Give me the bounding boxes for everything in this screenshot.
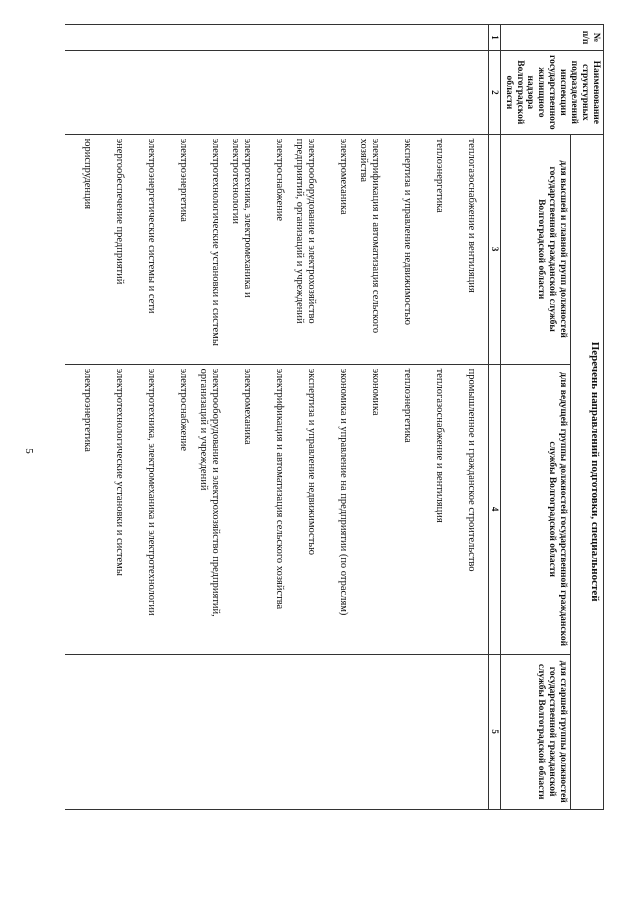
col-number-3: 3 xyxy=(489,134,500,364)
cell-col4: электротехнологические установки и системы xyxy=(97,364,129,654)
table-row xyxy=(385,25,417,810)
cell-col3: электроэнергетические системы и сети xyxy=(129,134,161,364)
header-department: Наименование структурных подразделений инспекции государственного жилищного надзора Волгоградской области xyxy=(500,51,603,135)
header-col4: для ведущей группы должностей государственной гражданской службы Волгоградской области xyxy=(500,364,570,654)
table-row xyxy=(129,25,161,810)
table-row xyxy=(97,25,129,810)
table-row xyxy=(289,25,321,810)
table-row xyxy=(417,25,449,810)
table-row xyxy=(353,25,385,810)
cell-col3: теплоэнергетика xyxy=(417,134,449,364)
cell-col3: электротехника, электромеханика и электротехнологии xyxy=(225,134,257,364)
col-number-2: 2 xyxy=(489,51,500,135)
table-row xyxy=(321,25,353,810)
cell-col4: электроснабжение xyxy=(161,364,193,654)
page-number: 5 xyxy=(22,448,35,454)
table-row xyxy=(65,25,97,810)
cell-col3: экспертиза и управление недвижимостью xyxy=(385,134,417,364)
table-row xyxy=(161,25,193,810)
cell-col3: электромеханика xyxy=(321,134,353,364)
cell-col3: юриспруденция xyxy=(65,134,97,364)
cell-col4: электрооборудование и электрохозяйство предприятий, организаций и учреждений xyxy=(193,364,225,654)
col-number-5: 5 xyxy=(489,654,500,809)
table-row xyxy=(193,25,225,810)
header-col5: для старшей группы должностей государственной гражданской службы Волгоградской области xyxy=(500,654,570,809)
cell-col4: экспертиза и управление недвижимостью xyxy=(289,364,321,654)
cell-col4: экономика xyxy=(353,364,385,654)
cell-col3: электроснабжение xyxy=(257,134,289,364)
cell-col4: электроэнергетика xyxy=(65,364,97,654)
table-row xyxy=(257,25,289,810)
cell-col3: электрооборудование и электрохозяйство предприятий, организаций и учреждений xyxy=(289,134,321,364)
cell-col3: теплогазоснабжение и вентиляция xyxy=(449,134,481,364)
table-row xyxy=(225,25,257,810)
table-row xyxy=(449,25,481,810)
header-number: № п/п xyxy=(500,25,603,51)
col-number-1: 1 xyxy=(489,25,500,51)
cell-col3: электротехнологические установки и системы xyxy=(193,134,225,364)
cell-col4: промышленное и гражданское строительство xyxy=(449,364,481,654)
col-number-4: 4 xyxy=(489,364,500,654)
cell-col3: электроэнергетика xyxy=(161,134,193,364)
cell-col4: теплоэнергетика xyxy=(385,364,417,654)
cell-col4: электромеханика xyxy=(225,364,257,654)
header-group-title: Перечень направлений подготовки, специальностей xyxy=(571,134,604,809)
cell-col4: теплогазоснабжение и вентиляция xyxy=(417,364,449,654)
cell-col4: экономика и управление на предприятии (по отраслям) xyxy=(321,364,353,654)
cell-col4: электрификация и автоматизация сельского хозяйства xyxy=(257,364,289,654)
cell-col4: электротехника, электромеханика и электротехнологии xyxy=(129,364,161,654)
specialties-table xyxy=(65,24,604,810)
cell-col3: электрификация и автоматизация сельского хозяйства xyxy=(353,134,385,364)
header-col3: для высшей и главной групп должностей государственной гражданской службы Волгоградской области xyxy=(500,134,570,364)
cell-col3: энергообеспечение предприятий xyxy=(97,134,129,364)
rotated-sheet xyxy=(54,24,604,884)
